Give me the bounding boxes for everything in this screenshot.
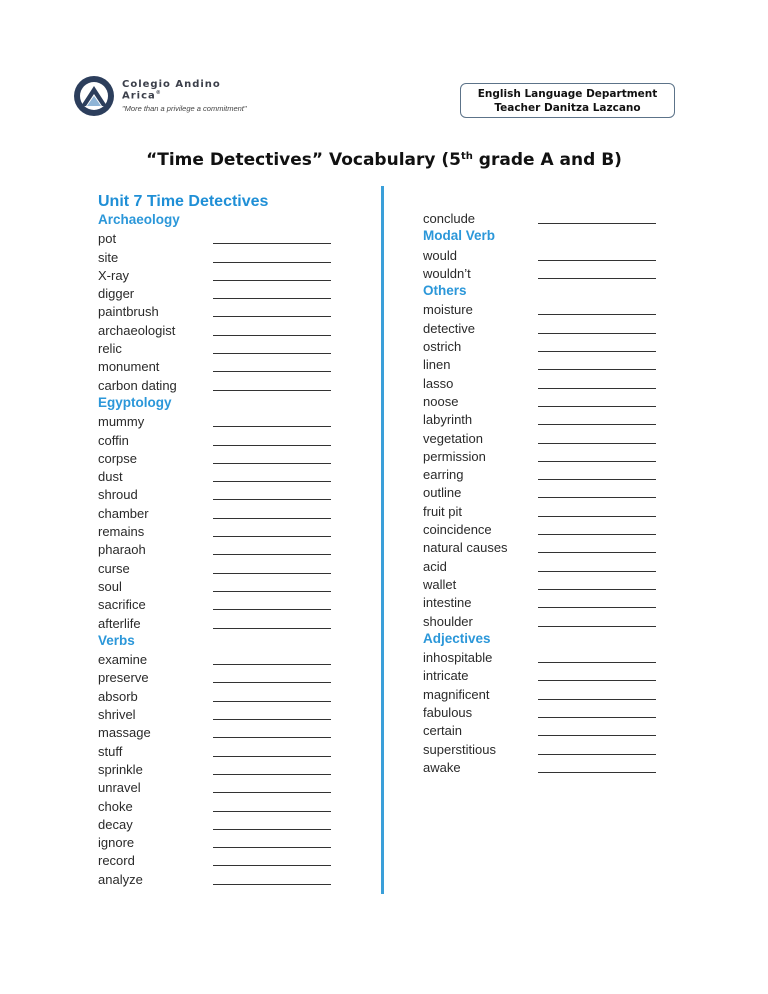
section-heading-others: Others (423, 283, 467, 299)
answer-blank[interactable] (538, 369, 656, 370)
vocab-row (423, 392, 663, 410)
vocab-row (423, 410, 663, 428)
vocab-row (423, 374, 663, 392)
vocab-row (98, 833, 338, 851)
answer-blank[interactable] (538, 314, 656, 315)
vocab-word: superstitious (423, 741, 496, 757)
page-title: “Time Detectives” Vocabulary (5th grade A and B) (146, 150, 622, 170)
vocab-row (423, 300, 663, 318)
vocab-word: X-ray (98, 267, 130, 283)
vocab-row (98, 248, 338, 266)
word-list-verbs (98, 650, 338, 888)
answer-blank[interactable] (213, 792, 331, 793)
answer-blank[interactable] (213, 811, 331, 812)
answer-blank[interactable] (538, 680, 656, 681)
vocab-row (423, 355, 663, 373)
vocab-row (98, 229, 338, 247)
vocab-word: soul (98, 578, 122, 594)
vocab-word: preserve (98, 670, 149, 686)
vocab-word: vegetation (423, 430, 483, 446)
vocab-word: magnificent (423, 686, 490, 702)
vocab-row (98, 815, 338, 833)
vocab-word: monument (98, 359, 160, 375)
vocab-row (98, 723, 338, 741)
answer-blank[interactable] (538, 534, 656, 535)
vocab-word: shroud (98, 487, 138, 503)
vocab-row (423, 264, 663, 282)
vocab-row (98, 870, 338, 888)
vocab-word: certain (423, 723, 463, 739)
vocab-word: massage (98, 725, 151, 741)
answer-blank[interactable] (538, 717, 656, 718)
answer-blank[interactable] (538, 497, 656, 498)
answer-blank[interactable] (213, 701, 331, 702)
answer-blank[interactable] (213, 847, 331, 848)
vocab-row (98, 522, 338, 540)
vocab-word: shrivel (98, 707, 136, 723)
vocab-word: awake (423, 759, 461, 775)
answer-blank[interactable] (213, 316, 331, 317)
vocab-word: decay (98, 816, 133, 832)
answer-blank[interactable] (213, 756, 331, 757)
vocab-row (98, 339, 338, 357)
vocab-word: analyze (98, 871, 143, 887)
teacher-label: Teacher Danitza Lazcano (494, 101, 641, 114)
answer-blank[interactable] (538, 516, 656, 517)
answer-blank[interactable] (213, 591, 331, 592)
answer-blank[interactable] (213, 664, 331, 665)
vocab-row (98, 284, 338, 302)
answer-blank[interactable] (538, 461, 656, 462)
vocab-row (98, 687, 338, 705)
vocab-word: fabulous (423, 705, 473, 721)
department-box (460, 83, 675, 118)
vocab-row (98, 650, 338, 668)
vocab-word: site (98, 249, 119, 265)
word-list-verbs-continued (423, 209, 663, 227)
section-heading-modal-verb: Modal Verb (423, 228, 496, 244)
answer-blank[interactable] (213, 865, 331, 866)
vocab-row (423, 648, 663, 666)
answer-blank[interactable] (213, 884, 331, 885)
vocab-word: intricate (423, 668, 469, 684)
vocab-word: mummy (98, 414, 145, 430)
word-list-modal-verb (423, 246, 663, 283)
answer-blank[interactable] (213, 518, 331, 519)
vocab-word: pharaoh (98, 542, 146, 558)
answer-blank[interactable] (213, 609, 331, 610)
answer-blank[interactable] (538, 735, 656, 736)
vocab-row (98, 797, 338, 815)
word-list-others (423, 300, 663, 629)
answer-blank[interactable] (213, 353, 331, 354)
vocab-word: unravel (98, 780, 141, 796)
vocab-row (98, 595, 338, 613)
school-tagline: "More than a privilege a commitment" (122, 103, 247, 113)
vocab-word: intestine (423, 595, 472, 611)
answer-blank[interactable] (213, 719, 331, 720)
answer-blank[interactable] (538, 223, 656, 224)
vocab-word: lasso (423, 375, 454, 391)
school-name: Colegio Andino Arica® (122, 79, 221, 102)
vocab-row (98, 614, 338, 632)
vocab-row (423, 502, 663, 520)
vocab-row (423, 758, 663, 776)
vocab-row (98, 540, 338, 558)
vocab-word: noose (423, 393, 459, 409)
vocab-row (423, 209, 663, 227)
vocab-row (98, 577, 338, 595)
vocab-word: coffin (98, 432, 129, 448)
section-heading-verbs: Verbs (98, 632, 135, 648)
vocab-word: moisture (423, 302, 473, 318)
vocab-row (98, 742, 338, 760)
vocab-word: wouldn’t (423, 265, 471, 281)
school-logo (72, 68, 262, 124)
vocab-row (98, 266, 338, 284)
vocab-row (423, 740, 663, 758)
answer-blank[interactable] (213, 280, 331, 281)
answer-blank[interactable] (213, 243, 331, 244)
vocab-word: relic (98, 341, 122, 357)
vocab-word: curse (98, 560, 130, 576)
vocab-word: inhospitable (423, 650, 493, 666)
answer-blank[interactable] (213, 426, 331, 427)
vocab-word: corpse (98, 450, 138, 466)
vocab-row (423, 575, 663, 593)
answer-blank[interactable] (213, 536, 331, 537)
vocab-word: detective (423, 320, 476, 336)
vocab-row (423, 447, 663, 465)
answer-blank[interactable] (538, 443, 656, 444)
answer-blank[interactable] (538, 333, 656, 334)
vocab-word: shoulder (423, 613, 473, 629)
vocab-word: wallet (423, 576, 457, 592)
answer-blank[interactable] (213, 371, 331, 372)
vocab-word: labyrinth (423, 412, 473, 428)
answer-blank[interactable] (538, 388, 656, 389)
answer-blank[interactable] (213, 829, 331, 830)
answer-blank[interactable] (538, 479, 656, 480)
vocab-word: examine (98, 652, 148, 668)
vocab-row (423, 703, 663, 721)
answer-blank[interactable] (538, 607, 656, 608)
vocab-row (98, 851, 338, 869)
vocab-row (98, 412, 338, 430)
vocab-word: sprinkle (98, 761, 143, 777)
answer-blank[interactable] (213, 262, 331, 263)
vocab-word: coincidence (423, 522, 492, 538)
vocab-row (423, 483, 663, 501)
vocab-row (98, 760, 338, 778)
answer-blank[interactable] (538, 571, 656, 572)
answer-blank[interactable] (213, 573, 331, 574)
vocab-row (423, 612, 663, 630)
vocab-word: linen (423, 357, 451, 373)
answer-blank[interactable] (538, 278, 656, 279)
word-list-egyptology (98, 412, 338, 632)
vocab-word: record (98, 853, 135, 869)
answer-blank[interactable] (213, 554, 331, 555)
vocab-word: absorb (98, 688, 138, 704)
answer-blank[interactable] (213, 445, 331, 446)
vocab-word: ostrich (423, 339, 462, 355)
vocab-row (98, 668, 338, 686)
answer-blank[interactable] (213, 737, 331, 738)
answer-blank[interactable] (213, 628, 331, 629)
vocab-row (98, 376, 338, 394)
answer-blank[interactable] (213, 499, 331, 500)
vocab-row (98, 357, 338, 375)
vocab-word: digger (98, 286, 135, 302)
word-list-adjectives (423, 648, 663, 776)
answer-blank[interactable] (213, 481, 331, 482)
answer-blank[interactable] (538, 626, 656, 627)
answer-blank[interactable] (538, 406, 656, 407)
answer-blank[interactable] (538, 260, 656, 261)
vocab-row (423, 538, 663, 556)
vocab-row (423, 319, 663, 337)
vocab-row (98, 449, 338, 467)
school-emblem-icon (72, 74, 116, 118)
vocab-word: outline (423, 485, 462, 501)
vocab-word: dust (98, 469, 123, 485)
section-heading-egyptology: Egyptology (98, 394, 172, 410)
vocab-word: earring (423, 467, 464, 483)
answer-blank[interactable] (538, 772, 656, 773)
vocab-row (423, 429, 663, 447)
answer-blank[interactable] (538, 424, 656, 425)
answer-blank[interactable] (213, 390, 331, 391)
vocab-row (423, 465, 663, 483)
vocab-word: acid (423, 558, 447, 574)
left-column (98, 193, 338, 888)
vocab-row (98, 559, 338, 577)
vocab-row (98, 302, 338, 320)
vocab-row (423, 557, 663, 575)
vocab-row (98, 705, 338, 723)
answer-blank[interactable] (538, 552, 656, 553)
vocab-row (423, 520, 663, 538)
answer-blank[interactable] (213, 463, 331, 464)
vocab-row (98, 321, 338, 339)
answer-blank[interactable] (538, 699, 656, 700)
vocab-word: remains (98, 524, 145, 540)
vocab-row (98, 431, 338, 449)
vocab-word: carbon dating (98, 377, 177, 393)
vocab-row (98, 485, 338, 503)
vocab-word: would (423, 247, 457, 263)
answer-blank[interactable] (538, 754, 656, 755)
vocab-row (423, 593, 663, 611)
vocab-word: natural causes (423, 540, 508, 556)
vocab-word: stuff (98, 743, 123, 759)
vocab-row (423, 666, 663, 684)
vocab-row (423, 721, 663, 739)
vocab-word: choke (98, 798, 133, 814)
vocab-row (98, 504, 338, 522)
section-heading-archaeology: Archaeology (98, 212, 180, 227)
answer-blank[interactable] (213, 335, 331, 336)
vocab-row (423, 246, 663, 264)
vocab-word: paintbrush (98, 304, 159, 320)
answer-blank[interactable] (213, 298, 331, 299)
answer-blank[interactable] (538, 351, 656, 352)
answer-blank[interactable] (538, 662, 656, 663)
vocab-word: archaeologist (98, 322, 176, 338)
right-column (423, 209, 663, 776)
vocab-word: ignore (98, 835, 135, 851)
vocab-word: permission (423, 448, 486, 464)
unit-title: Unit 7 Time Detectives (98, 193, 269, 210)
vocab-word: afterlife (98, 615, 141, 631)
vocab-word: sacrifice (98, 597, 146, 613)
vocab-row (98, 778, 338, 796)
department-label: English Language Department (477, 87, 658, 100)
answer-blank[interactable] (213, 682, 331, 683)
vocab-word: conclude (423, 211, 476, 226)
vocab-row (98, 467, 338, 485)
vocab-row (423, 685, 663, 703)
vocab-row (423, 337, 663, 355)
vocab-word: pot (98, 231, 117, 247)
answer-blank[interactable] (538, 589, 656, 590)
vocab-word: fruit pit (423, 503, 463, 519)
word-list-archaeology (98, 229, 338, 394)
vocab-word: chamber (98, 505, 149, 521)
column-divider (381, 186, 384, 894)
section-heading-adjectives: Adjectives (423, 630, 491, 646)
answer-blank[interactable] (213, 774, 331, 775)
